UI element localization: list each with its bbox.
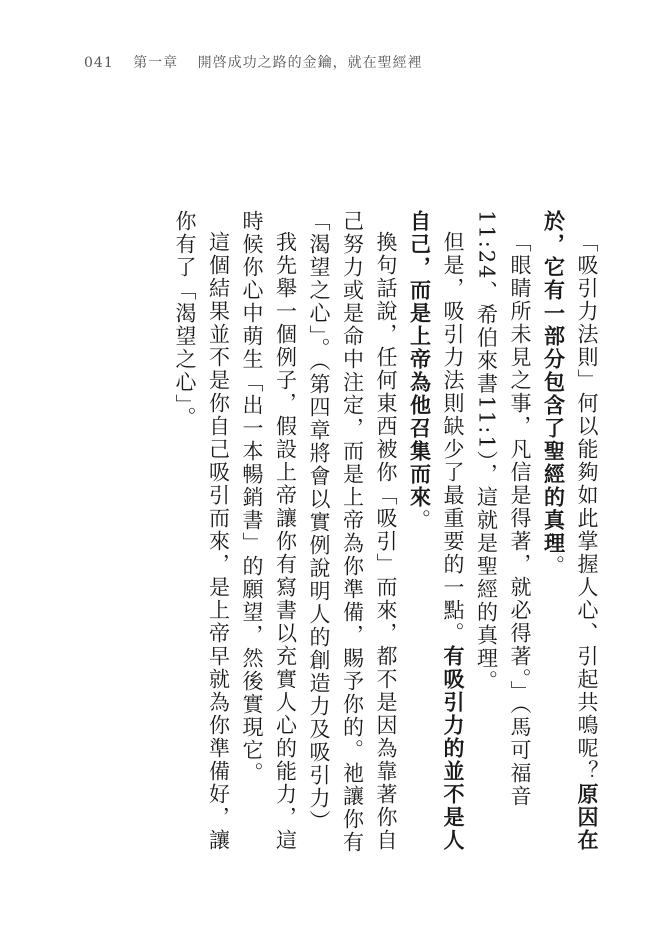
chapter-title: 開啓成功之路的金鑰，就在聖經裡: [197, 55, 423, 71]
paragraph-6-text: 這個結果並不是你自己吸引而來，是上帝早就為你準備好，讓你有了「渴望之心」。: [173, 210, 231, 852]
paragraph-4-text: 換句話說，任何東西被你「吸引」而來，都不是因為靠著你自己努力或是命中注定，而是上帝為你準備，賜予你的。祂讓你有「渴望之心」。（第四章將會以實例說明人的創造力及吸引力）: [307, 210, 398, 854]
running-head: [84, 52, 437, 72]
paragraph-2: [469, 210, 536, 870]
paragraph-1-bold: 原因在於，它有一部分包含了聖經的真理: [541, 210, 599, 852]
paragraph-2-text: 「眼睛所未見之事，凡信是得著，就必得著。」（馬可福音11:24、希伯來書11:1），這就是聖經的真理。: [474, 210, 532, 808]
paragraph-1-end: 。: [541, 555, 566, 578]
paragraph-5: [235, 210, 302, 870]
paragraph-4: [302, 210, 403, 870]
paragraph-1-text: 「吸引力法則」何以能夠如此掌握人心、引起共鳴呢？: [575, 231, 599, 783]
paragraph-3: [402, 210, 469, 870]
body-text: [168, 210, 604, 870]
paragraph-5-text: 我先舉一個例子，假設上帝讓你有寫書以充實人心的能力，這時候你心中萌生「出一本暢銷書」的願望，然後實現它。: [240, 210, 298, 852]
paragraph-1: [536, 210, 603, 870]
paragraph-3-end: 。: [407, 509, 432, 532]
paragraph-3-bold: 有吸引力的並不是人自己，而是上帝為他召集而來: [407, 210, 465, 852]
page-number: 041: [84, 55, 114, 71]
paragraph-3-text: 但是，吸引力法則缺少了最重要的一點。: [441, 231, 465, 645]
chapter-label: 第一章: [133, 55, 179, 71]
paragraph-6: [168, 210, 235, 870]
